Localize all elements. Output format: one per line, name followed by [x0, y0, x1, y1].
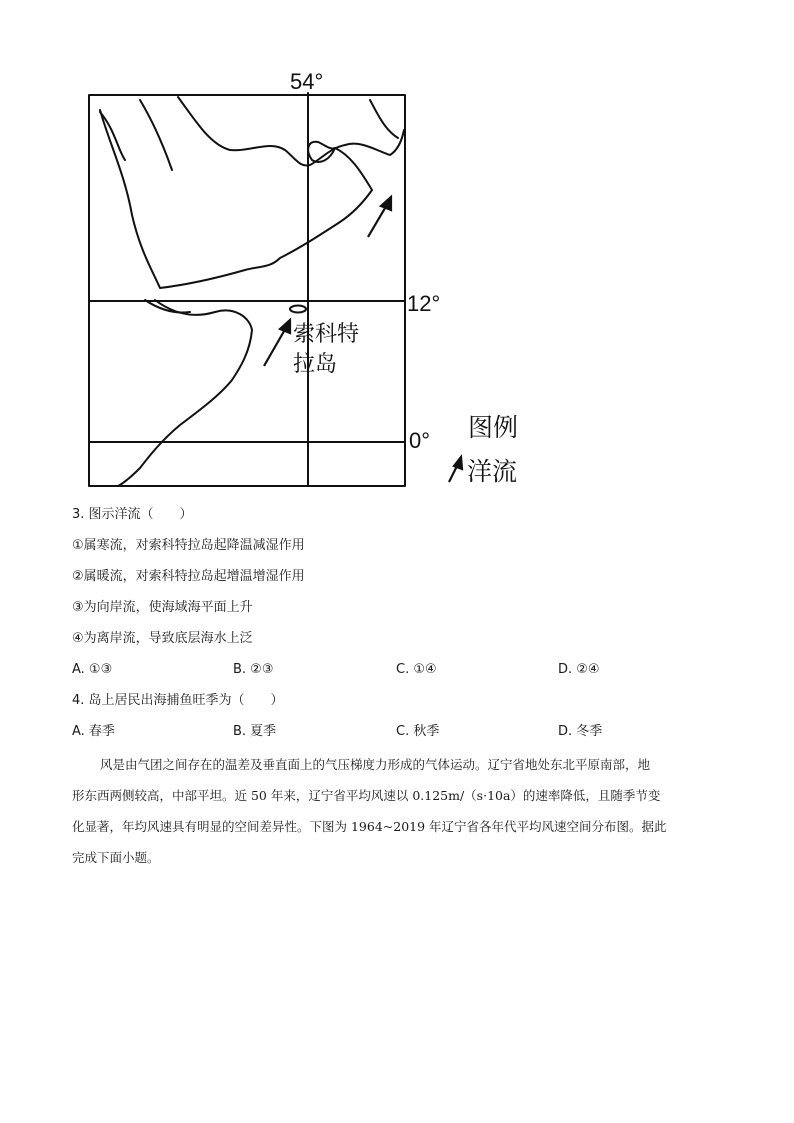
q3-statement-1: ①属寒流，对索科特拉岛起降温减湿作用 — [72, 538, 305, 553]
passage-line-3: 化显著，年均风速具有明显的空间差异性。下图为 1964~2019 年辽宁省各年代平均风速空间分布图。据此 — [72, 819, 667, 834]
q3-statement-2: ②属暖流，对索科特拉岛起增温增湿作用 — [72, 569, 305, 584]
socotra-island — [290, 306, 306, 313]
q3-option-b[interactable]: B. ②③ — [233, 662, 274, 677]
arrow-icon — [454, 457, 462, 469]
label-12: 12° — [407, 291, 441, 316]
map-frame — [89, 95, 405, 486]
arrow-icon — [280, 320, 290, 333]
q4-option-a[interactable]: A. 春季 — [72, 724, 115, 739]
q4-option-c[interactable]: C. 秋季 — [396, 724, 440, 739]
legend-title: 图例 — [468, 413, 519, 442]
q4-option-b[interactable]: B. 夏季 — [233, 724, 277, 739]
island-label-line1: 索科特 — [293, 322, 360, 347]
passage-line-4: 完成下面小题。 — [72, 850, 160, 865]
q4-option-d[interactable]: D. 冬季 — [558, 724, 603, 739]
q3-stem: 3. 图示洋流（ ） — [72, 507, 193, 522]
label-0: 0° — [409, 428, 431, 453]
passage-line-1: 风是由气团之间存在的温差及垂直面上的气压梯度力形成的气体运动。辽宁省地处东北平原南部，地 — [100, 757, 651, 772]
africa-coastline — [118, 300, 252, 486]
inner-coastline — [140, 100, 398, 170]
passage — [72, 749, 724, 873]
label-54: 54° — [290, 69, 324, 94]
legend-item-label: 洋流 — [467, 457, 518, 486]
q4-stem: 4. 岛上居民出海捕鱼旺季为（ ） — [72, 693, 284, 708]
current-arrow-south — [264, 326, 287, 366]
ocean-current-map — [0, 0, 560, 500]
q3-statement-3: ③为向岸流，使海域海平面上升 — [72, 600, 253, 615]
gulf-coastline — [100, 97, 404, 166]
q3-statement-4: ④为离岸流，导致底层海水上泛 — [72, 631, 253, 646]
q3-option-a[interactable]: A. ①③ — [72, 662, 113, 677]
arabian-coastline — [100, 110, 372, 288]
q3-option-c[interactable]: C. ①④ — [396, 662, 437, 677]
island-label-line2: 拉岛 — [293, 352, 338, 377]
arrow-icon — [381, 197, 391, 210]
passage-line-2: 形东西两侧较高，中部平坦。近 50 年来，辽宁省平均风速以 0.125m/（s·10a）的速率降低，且随季节变 — [72, 788, 661, 803]
q3-option-d[interactable]: D. ②④ — [558, 662, 600, 677]
